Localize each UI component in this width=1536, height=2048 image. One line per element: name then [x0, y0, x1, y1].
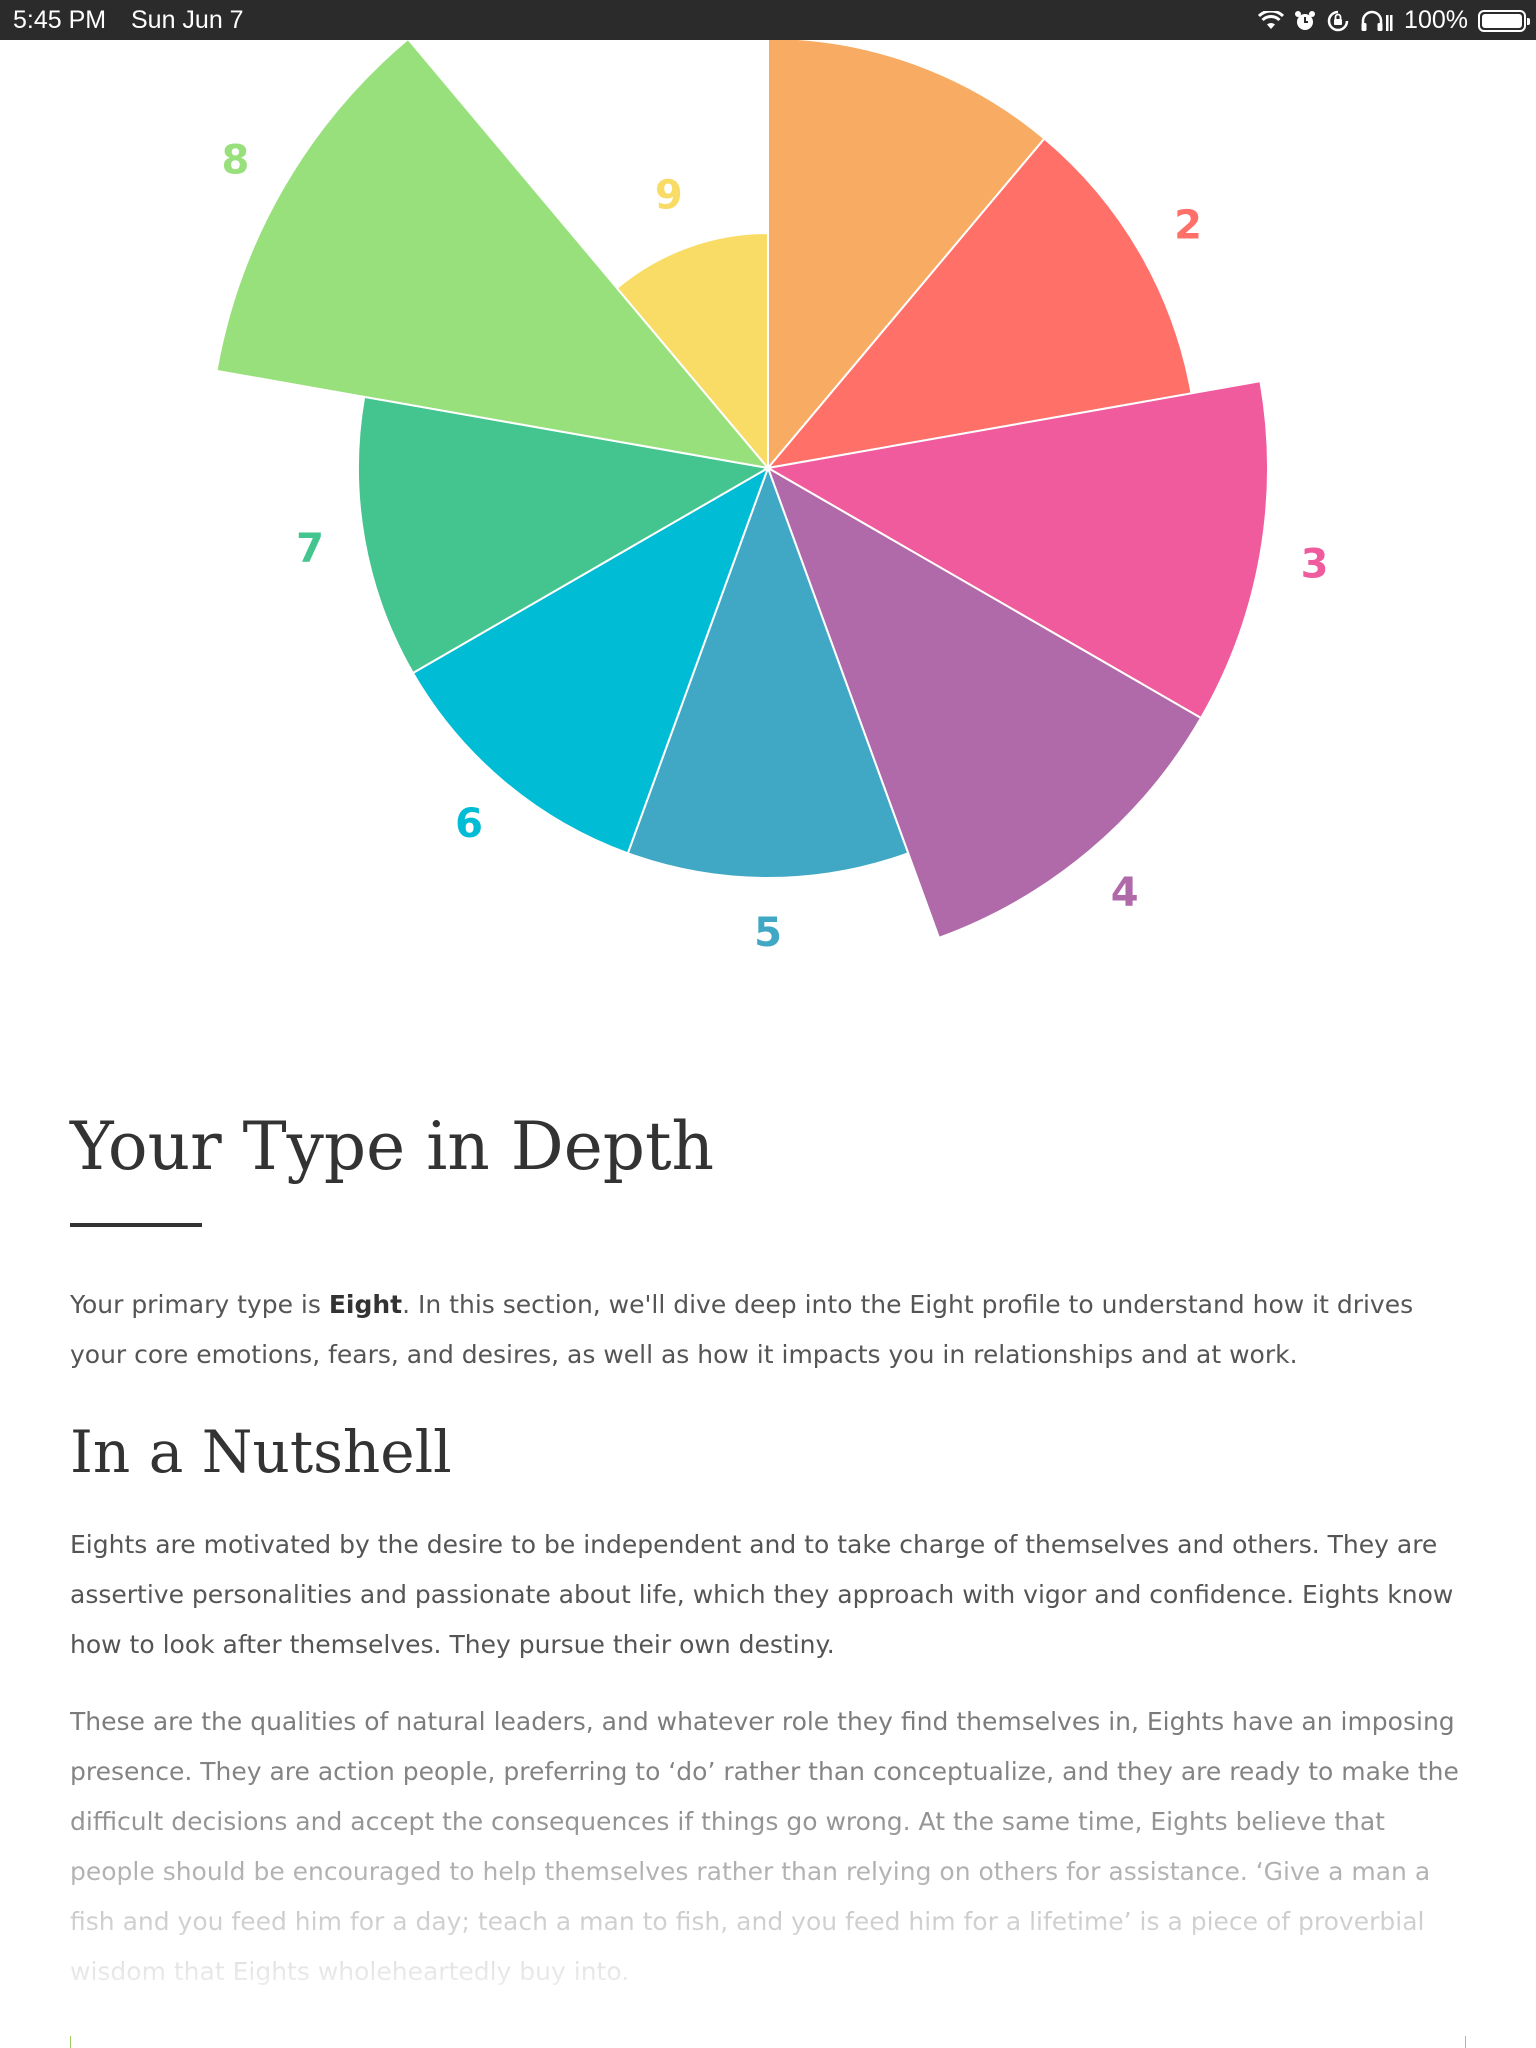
rotation-lock-icon [1326, 10, 1350, 32]
section-heading-nutshell: In a Nutshell [70, 1418, 452, 1486]
headphones-icon [1360, 10, 1394, 32]
status-date: Sun Jun 7 [131, 6, 244, 34]
page-title: Your Type in Depth [70, 1108, 715, 1185]
title-underline [70, 1223, 202, 1227]
wedge-label-7: 7 [296, 525, 325, 572]
type-wheel-chart [0, 40, 1536, 1040]
intro-after: . In this section, we'll dive deep into the Eight profile to understand how it drives your core emotions, fears, and desires, as well as how it impacts you in relationships and at work. [70, 1290, 1414, 1369]
wedge-label-6: 6 [455, 801, 484, 848]
nutshell-paragraph-2: These are the qualities of natural leaders, and whatever role they find themselves in, Eights have an imposing presence. They are action people, preferring to ‘do’ rather than conceptualize, and they are ready to make the difficult decisions and accept the consequences if things go wrong. At the same time, Eights believe that people should be encouraged to help themselves rather than relying on others for assistance. ‘Give a man a fish and you feed him for a day; teach a man to fish, and you feed him for a lifetime’ is a piece of proverbial wisdom that Eights wholeheartedly buy into. [70, 1697, 1470, 1997]
bottom-border-left [70, 2036, 71, 2048]
wedge-label-5: 5 [754, 910, 782, 956]
wedge-label-8: 8 [221, 137, 250, 184]
wedge-label-3: 3 [1300, 541, 1329, 588]
wedge-label-2: 2 [1174, 202, 1202, 249]
intro-paragraph [70, 1280, 1470, 1380]
battery-percent: 100% [1404, 6, 1468, 34]
wedge-label-4: 4 [1110, 870, 1139, 917]
bottom-border-right [1465, 2036, 1466, 2048]
alarm-icon [1294, 10, 1316, 32]
wedge-label-9: 9 [654, 172, 683, 219]
status-bar [0, 0, 1536, 40]
wifi-icon [1258, 11, 1284, 31]
nutshell-paragraph-1: Eights are motivated by the desire to be independent and to take charge of themselves and others. They are assertive personalities and passionate about life, which they approach with vigor and confidence. Eights know how to look after themselves. They pursue their own destiny. [70, 1530, 1454, 1659]
primary-type: Eight [328, 1290, 403, 1319]
battery-icon [1478, 10, 1526, 32]
intro-before: Your primary type is [70, 1290, 329, 1319]
status-time: 5:45 PM [13, 6, 107, 34]
status-icons [1258, 6, 1526, 35]
